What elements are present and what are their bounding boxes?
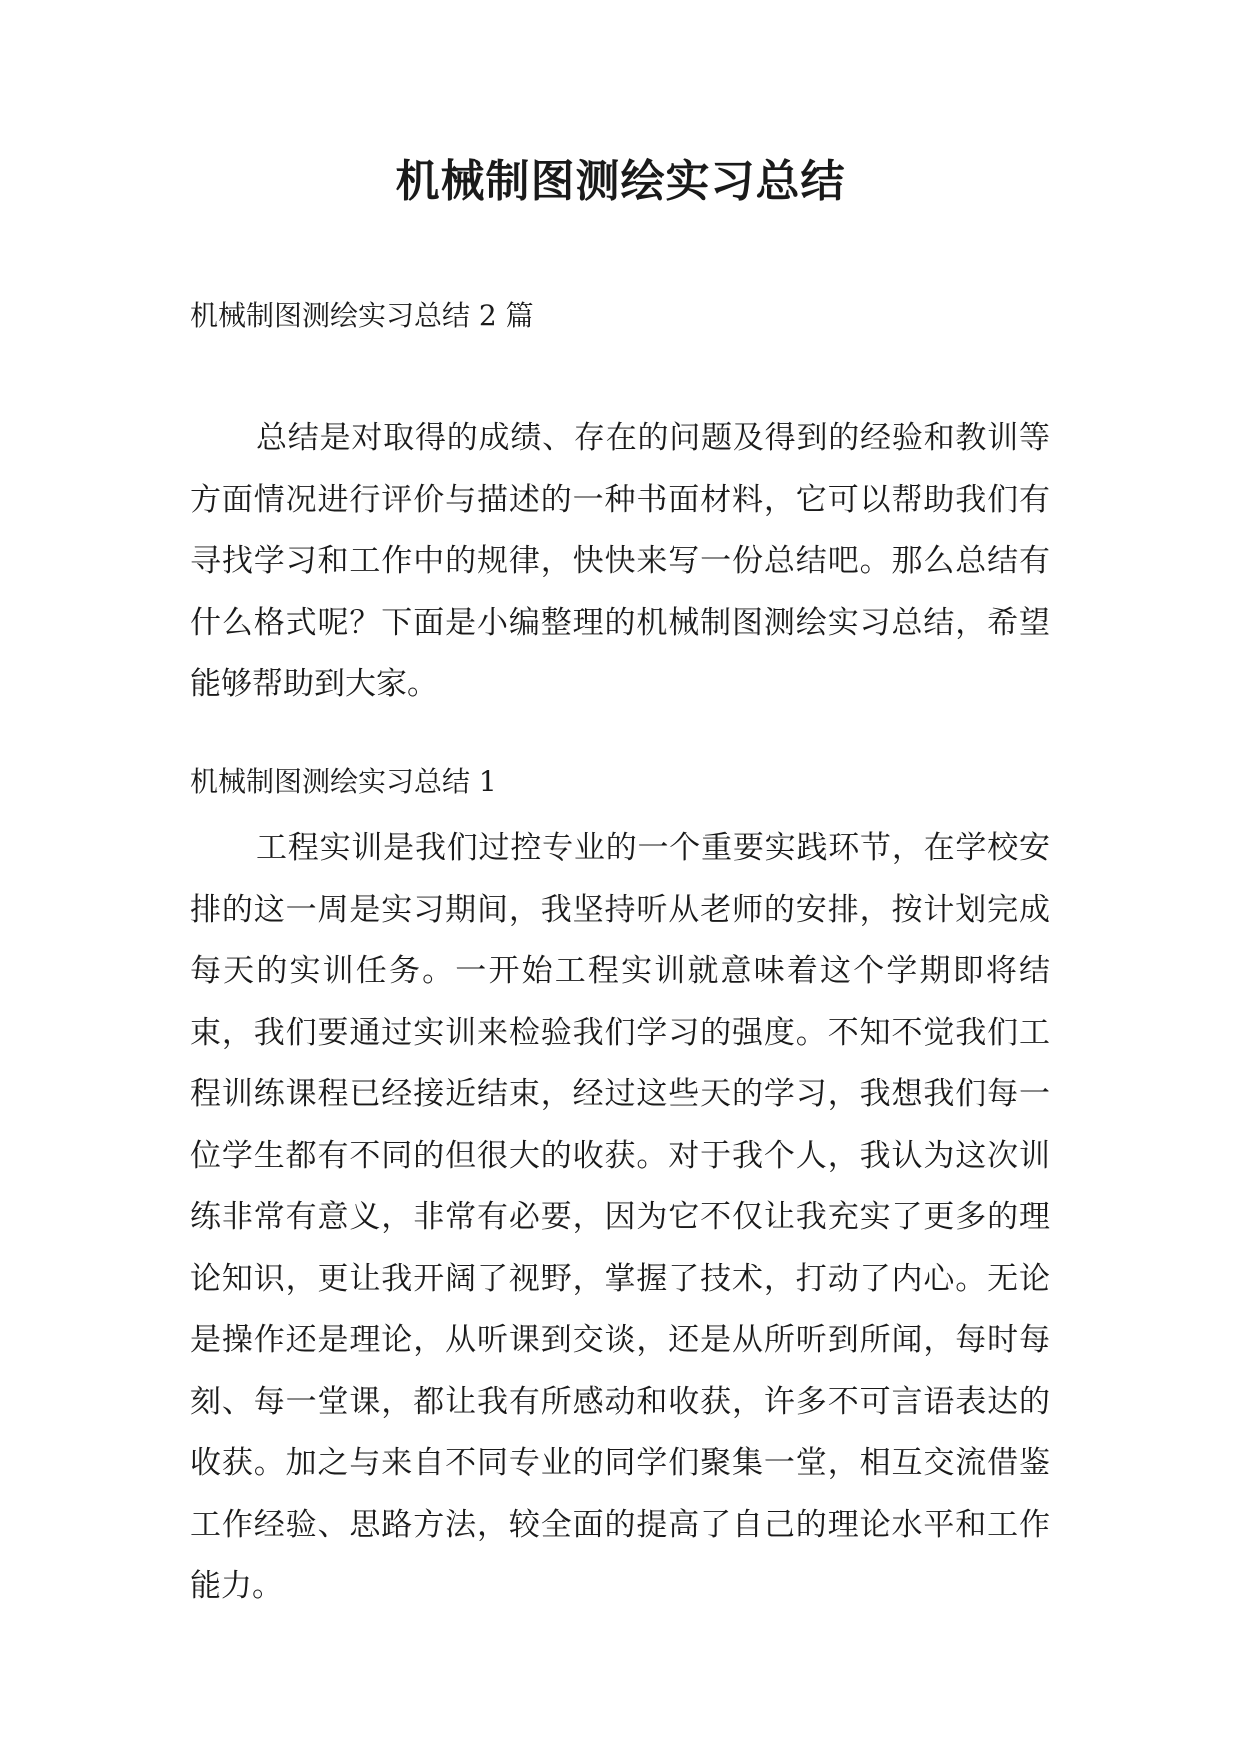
document-subtitle: 机械制图测绘实习总结 2 篇 [190,299,534,332]
intro-paragraph: 总结是对取得的成绩、存在的问题及得到的经验和教训等方面情况进行评价与描述的一种书面材料，它可以帮助我们有寻找学习和工作中的规律，快快来写一份总结吧。那么总结有什么格式呢？下面是小编整理的机械制图测绘实习总结，希望能够帮助到大家。 [190,420,1050,702]
document-title: 机械制图测绘实习总结 [395,156,846,207]
section-paragraph: 工程实训是我们过控专业的一个重要实践环节，在学校安排的这一周是实习期间，我坚持听从老师的安排，按计划完成每天的实训任务。一开始工程实训就意味着这个学期即将结束，我们要通过实训来检验我们学习的强度。不知不觉我们工程训练课程已经接近结束，经过这些天的学习，我想我们每一位学生都有不同的但很大的收获。对于我个人，我认为这次训练非常有意义，非常有必要，因为它不仅让我充实了更多的理论知识，更让我开阔了视野，掌握了技术，打动了内心。无论是操作还是理论，从听课到交谈，还是从所听到所闻，每时每刻、每一堂课，都让我有所感动和收获，许多不可言语表达的收获。加之与来自不同专业的同学们聚集一堂，相互交流借鉴工作经验、思路方法，较全面的提高了自己的理论水平和工作能力。 [190,830,1050,1604]
section-heading: 机械制图测绘实习总结 1 [190,765,497,798]
